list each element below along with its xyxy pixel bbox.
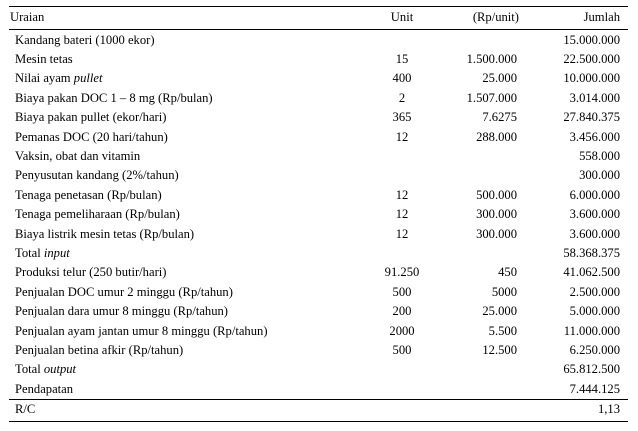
row-total: 2.500.000: [569, 284, 620, 299]
row-unit: 500: [392, 342, 412, 357]
header-jumlah: Jumlah: [583, 10, 620, 24]
row-price: 7.6275: [482, 110, 517, 125]
row-label: Penjualan ayam jantan umur 8 minggu (Rp/tahun): [15, 323, 268, 338]
header-price: (Rp/unit): [472, 10, 519, 24]
table-header-row: [9, 8, 628, 27]
row-total: 3.014.000: [569, 90, 620, 105]
row-unit: 12: [395, 129, 409, 144]
table-row: [9, 69, 628, 88]
table-row: [9, 341, 628, 360]
row-unit: [367, 244, 437, 263]
table-row: [9, 225, 628, 244]
row-total: 5.000.000: [569, 304, 620, 319]
table-row: [9, 186, 628, 205]
row-label-text: Total: [15, 362, 44, 377]
row-label-italic: input: [43, 245, 70, 260]
row-label: Vaksin, obat dan vitamin: [15, 148, 141, 163]
footer-price: [439, 400, 517, 419]
table-row: [9, 322, 628, 341]
row-total: 7.444.125: [569, 381, 620, 396]
table-row: [9, 89, 628, 108]
row-label: Penyusutan kandang (2%/tahun): [15, 168, 179, 183]
row-price: [439, 244, 517, 263]
row-unit: 2000: [389, 323, 415, 338]
row-price: [439, 380, 517, 399]
row-label: Kandang bateri (1000 ekor): [15, 32, 155, 47]
row-total: 10.000.000: [563, 71, 620, 86]
row-label: Penjualan dara umur 8 minggu (Rp/tahun): [15, 304, 228, 319]
row-price: [439, 147, 517, 166]
bottom-rule: [9, 421, 628, 422]
row-label-text: Total: [15, 245, 44, 260]
row-price: 25.000: [482, 71, 517, 86]
row-label: [15, 69, 102, 88]
row-price: [439, 31, 517, 50]
row-label: Pemanas DOC (20 hari/tahun): [15, 129, 168, 144]
header-unit: Unit: [390, 10, 414, 24]
row-label: [15, 244, 70, 263]
table-row: [9, 166, 628, 185]
row-unit: 400: [392, 71, 412, 86]
row-label: Penjualan betina afkir (Rp/tahun): [15, 342, 184, 357]
row-total: 3.600.000: [569, 226, 620, 241]
row-total: 15.000.000: [563, 32, 620, 47]
row-total: 11.000.000: [563, 323, 620, 338]
row-total: 3.456.000: [569, 129, 620, 144]
row-total: 558.000: [579, 148, 620, 163]
row-price: 300.000: [476, 207, 517, 222]
row-unit: [367, 360, 437, 379]
table-row: [9, 147, 628, 166]
row-price: 1.507.000: [466, 90, 517, 105]
row-total: 6.250.000: [569, 342, 620, 357]
row-label: Tenaga pemeliharaan (Rp/bulan): [15, 207, 180, 222]
row-label: Penjualan DOC umur 2 minggu (Rp/tahun): [15, 284, 233, 299]
row-unit: 91.250: [384, 265, 420, 280]
row-price: 5.500: [488, 323, 517, 338]
row-unit: 12: [395, 207, 409, 222]
row-label: Biaya pakan pullet (ekor/hari): [15, 110, 167, 125]
table-row: [9, 283, 628, 302]
row-price: 500.000: [476, 187, 517, 202]
row-unit: 200: [392, 304, 412, 319]
row-total: 58.368.375: [563, 245, 620, 260]
row-total: 41.062.500: [563, 265, 620, 280]
table-row: [9, 244, 628, 263]
row-unit: 12: [395, 226, 409, 241]
row-label: Pendapatan: [15, 381, 74, 396]
row-unit: 12: [395, 187, 409, 202]
row-unit: 2: [398, 90, 406, 105]
row-price: 12.500: [482, 342, 517, 357]
row-label: [15, 360, 76, 379]
row-label-italic: pullet: [73, 71, 103, 86]
row-label-text: Nilai ayam: [15, 71, 74, 86]
header-uraian: Uraian: [10, 10, 45, 24]
row-price: [439, 360, 517, 379]
row-label: Biaya listrik mesin tetas (Rp/bulan): [15, 226, 195, 241]
table-row: [9, 128, 628, 147]
row-unit: [367, 31, 437, 50]
row-price: 450: [498, 265, 517, 280]
row-total: 65.812.500: [563, 362, 620, 377]
row-unit: 500: [392, 284, 412, 299]
table-row: [9, 380, 628, 399]
table-row: [9, 360, 628, 379]
row-total: 6.000.000: [569, 187, 620, 202]
footer-unit: [367, 400, 437, 419]
row-unit: [367, 166, 437, 185]
row-label: Mesin tetas: [15, 51, 73, 66]
row-price: 25.000: [482, 304, 517, 319]
row-total: 3.600.000: [569, 207, 620, 222]
table-row: [9, 263, 628, 282]
row-total: 27.840.375: [563, 110, 620, 125]
row-price: 1.500.000: [466, 51, 517, 66]
table-row: [9, 50, 628, 69]
row-price: 5000: [491, 284, 517, 299]
row-total: 22.500.000: [563, 51, 620, 66]
row-price: 288.000: [476, 129, 517, 144]
row-label: Tenaga penetasan (Rp/bulan): [15, 187, 162, 202]
table-row: [9, 31, 628, 50]
row-total: 300.000: [579, 168, 620, 183]
table-footer-row: [9, 400, 628, 419]
row-label-italic: output: [43, 362, 77, 377]
footer-total: 1,13: [597, 402, 620, 416]
footer-label: R/C: [15, 402, 36, 416]
row-label: Biaya pakan DOC 1 – 8 mg (Rp/bulan): [15, 90, 213, 105]
row-price: 300.000: [476, 226, 517, 241]
row-unit: [367, 380, 437, 399]
row-price: [439, 166, 517, 185]
row-unit: 15: [395, 51, 409, 66]
table-row: [9, 108, 628, 127]
table-row: [9, 205, 628, 224]
row-unit: 365: [392, 110, 412, 125]
table-row: [9, 302, 628, 321]
row-unit: [367, 147, 437, 166]
top-rule: [9, 6, 628, 7]
row-label: Produksi telur (250 butir/hari): [15, 265, 167, 280]
